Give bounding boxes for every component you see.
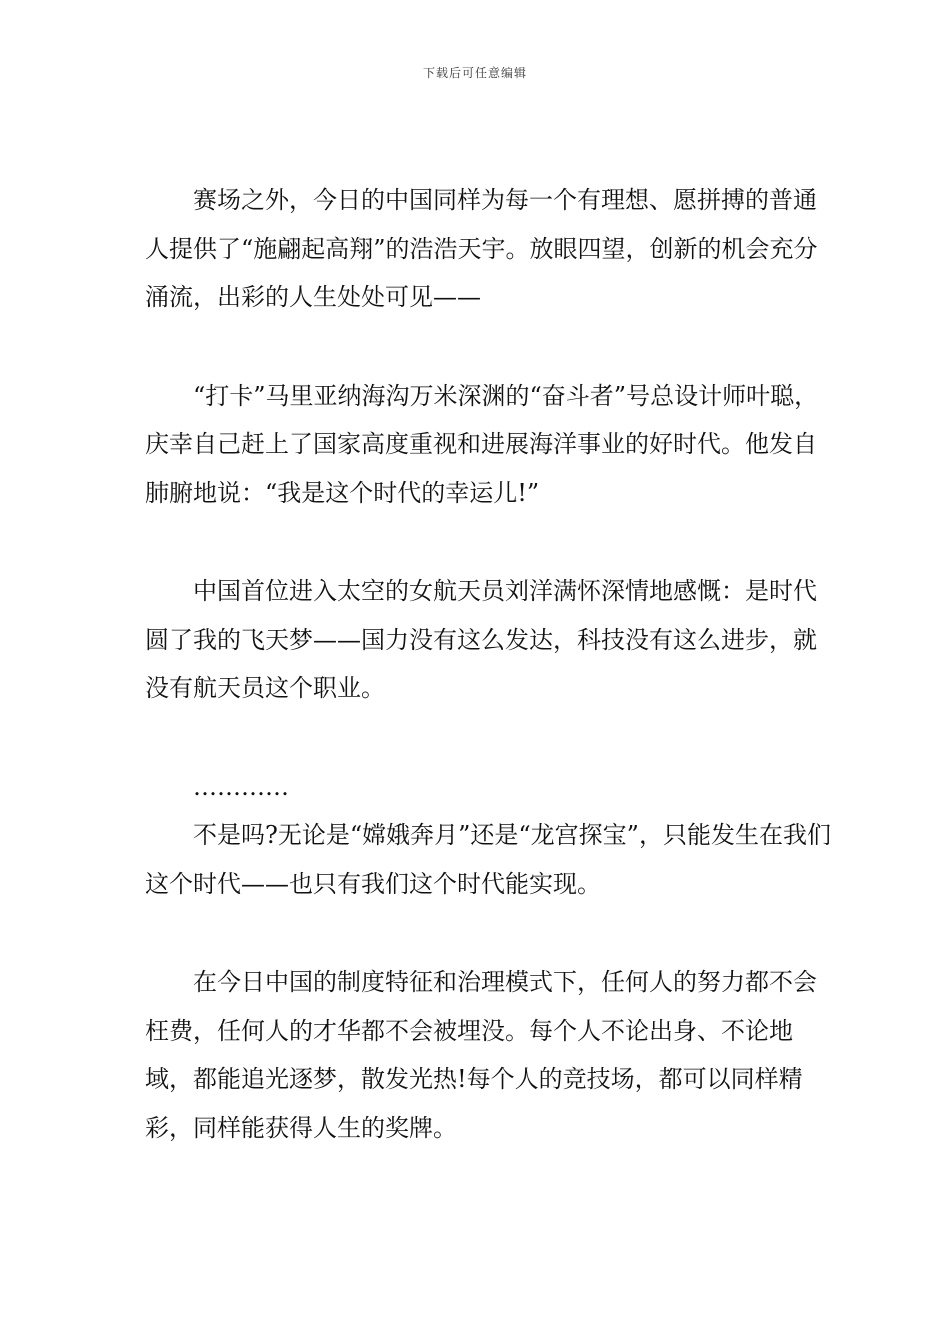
paragraph-6: 在今日中国的制度特征和治理模式下，任何人的努力都不会枉费，任何人的才华都不会被埋没。每个人不论出身、不论地域，都能追光逐梦，散发光热!每个人的竞技场，都可以同样精彩，同样能获得人生的奖牌。	[145, 968, 817, 1142]
ellipsis-paragraph: …………	[193, 772, 289, 801]
paragraph-2: “打卡”马里亚纳海沟万米深渊的“奋斗者”号总设计师叶聪，庆幸自己赶上了国家高度重视和进展海洋事业的好时代。他发自肺腑地说：“我是这个时代的幸运儿!”	[145, 381, 819, 507]
paragraph-3: 中国首位进入太空的女航天员刘洋满怀深情地感慨：是时代圆了我的飞天梦——国力没有这么发达，科技没有这么进步，就没有航天员这个职业。	[145, 577, 817, 702]
page-header: 下载后可任意编辑	[422, 66, 527, 80]
paragraph-5: 不是吗?无论是“嫦娥奔月”还是“龙宫探宝”，只能发生在我们这个时代——也只有我们这个时代能实现。	[145, 821, 831, 898]
paragraph-1: 赛场之外，今日的中国同样为每一个有理想、愿拼搏的普通人提供了“施翩起高翔”的浩浩天宇。放眼四望，创新的机会充分涌流，出彩的人生处处可见——	[145, 186, 818, 311]
document-body	[145, 176, 835, 1152]
